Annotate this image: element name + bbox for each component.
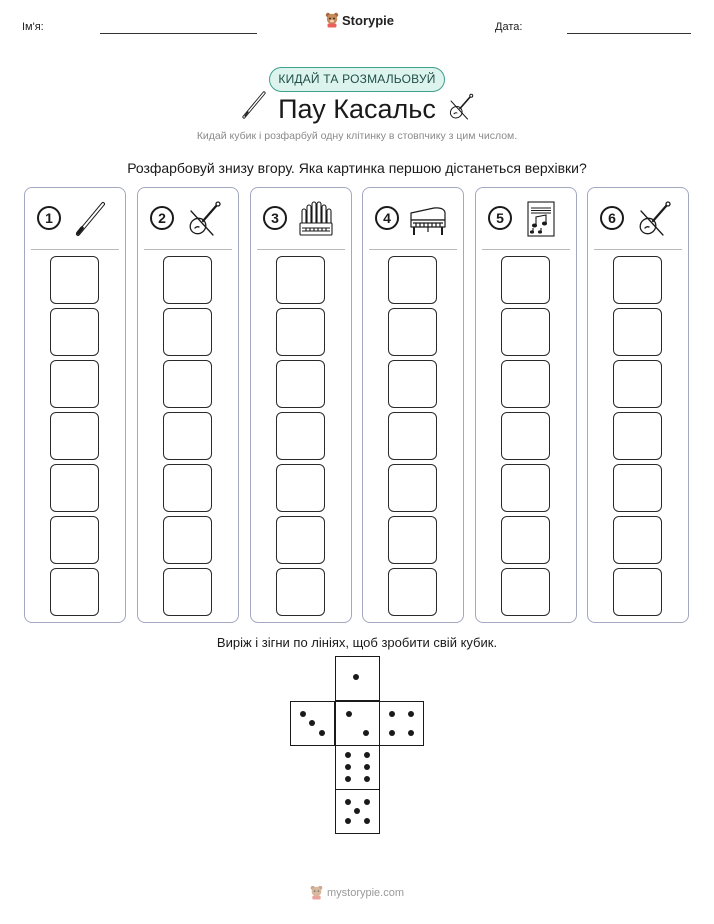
cell[interactable] [613, 412, 662, 460]
cell[interactable] [613, 360, 662, 408]
cell[interactable] [163, 256, 212, 304]
cell[interactable] [501, 308, 550, 356]
cell[interactable] [388, 412, 437, 460]
dice-pip [363, 730, 369, 736]
dice-face-4 [379, 701, 424, 746]
cell[interactable] [501, 412, 550, 460]
cell[interactable] [276, 308, 325, 356]
storypie-logo-icon [310, 885, 323, 900]
dice-pip [408, 730, 414, 736]
dice-pip [300, 711, 306, 717]
cell[interactable] [388, 360, 437, 408]
dice-pip [345, 776, 351, 782]
cell[interactable] [501, 256, 550, 304]
storypie-logo-icon [325, 12, 339, 28]
column-1 [24, 187, 126, 623]
cell[interactable] [276, 568, 325, 616]
dice-face-3 [290, 701, 335, 746]
dice-pip [389, 711, 395, 717]
dice-pip [345, 818, 351, 824]
column-2 [137, 187, 239, 623]
cell[interactable] [163, 412, 212, 460]
cell[interactable] [276, 464, 325, 512]
cell[interactable] [388, 308, 437, 356]
cell[interactable] [276, 360, 325, 408]
cell[interactable] [501, 464, 550, 512]
dice-pip [309, 720, 315, 726]
cut-instruction: Виріж і зігни по лініях, щоб зробити свій кубик. [216, 635, 498, 650]
cell[interactable] [50, 568, 99, 616]
date-label: Дата: [495, 21, 523, 33]
dice-pip [364, 818, 370, 824]
cell[interactable] [50, 412, 99, 460]
column-divider [369, 249, 457, 250]
cell[interactable] [501, 568, 550, 616]
cell[interactable] [388, 464, 437, 512]
cell[interactable] [50, 516, 99, 564]
cell[interactable] [163, 464, 212, 512]
cell[interactable] [501, 360, 550, 408]
column-3 [250, 187, 352, 623]
footer [0, 885, 714, 900]
column-number: 2 [150, 206, 174, 230]
dice-pip [364, 799, 370, 805]
column-divider [257, 249, 345, 250]
cell[interactable] [388, 568, 437, 616]
activity-badge: КИДАЙ ТА РОЗМАЛЬОВУЙ [269, 67, 445, 92]
cell[interactable] [388, 516, 437, 564]
cell[interactable] [613, 308, 662, 356]
footer-url: mystorypie.com [326, 886, 405, 899]
grand-piano-icon [408, 199, 448, 239]
cell[interactable] [276, 516, 325, 564]
column-number: 3 [263, 206, 287, 230]
cell[interactable] [613, 568, 662, 616]
cell[interactable] [276, 256, 325, 304]
column-number: 6 [600, 206, 624, 230]
column-number: 1 [37, 206, 61, 230]
violin-icon [633, 199, 673, 239]
cell[interactable] [50, 308, 99, 356]
column-divider [482, 249, 570, 250]
cell[interactable] [50, 464, 99, 512]
brand-name: Storypie [342, 12, 395, 28]
sheet-music-icon [521, 199, 561, 239]
instruction: Розфарбовуй знизу вгору. Яка картинка першою дістанеться верхівки? [127, 160, 587, 176]
dice-pip [364, 776, 370, 782]
cell[interactable] [50, 256, 99, 304]
dice-pip [364, 764, 370, 770]
name-line [100, 33, 257, 34]
column-number: 5 [488, 206, 512, 230]
column-divider [31, 249, 119, 250]
cell[interactable] [613, 516, 662, 564]
flute-icon [70, 199, 110, 239]
dice-pip [319, 730, 325, 736]
column-number: 4 [375, 206, 399, 230]
dice-face-1 [335, 656, 380, 701]
cell[interactable] [163, 516, 212, 564]
name-label: Ім'я: [22, 21, 44, 33]
pipe-organ-icon [296, 199, 336, 239]
brand [325, 12, 394, 28]
cell[interactable] [276, 412, 325, 460]
dice-pip [364, 752, 370, 758]
cell[interactable] [388, 256, 437, 304]
dice-pip [346, 711, 352, 717]
column-divider [594, 249, 682, 250]
page-title: Пау Касальс [278, 94, 436, 124]
violin-icon [445, 90, 475, 124]
column-4 [362, 187, 464, 623]
cell[interactable] [163, 568, 212, 616]
dice-pip [345, 764, 351, 770]
dice-pip [354, 808, 360, 814]
cell[interactable] [501, 516, 550, 564]
date-line [567, 33, 691, 34]
dice-pip [389, 730, 395, 736]
cell[interactable] [613, 256, 662, 304]
dice-face-6 [335, 745, 380, 790]
cell[interactable] [50, 360, 99, 408]
dice-pip [353, 674, 359, 680]
violin-icon [183, 199, 223, 239]
column-5 [475, 187, 577, 623]
cell[interactable] [163, 308, 212, 356]
subtitle: Кидай кубик і розфарбуй одну клітинку в стовпчику з цим числом. [196, 130, 518, 142]
cell[interactable] [613, 464, 662, 512]
column-divider [144, 249, 232, 250]
dice-pip [345, 799, 351, 805]
column-6 [587, 187, 689, 623]
cell[interactable] [163, 360, 212, 408]
dice-face-2 [335, 701, 380, 746]
dice-pip [345, 752, 351, 758]
dice-pip [408, 711, 414, 717]
dice-face-5 [335, 789, 380, 834]
